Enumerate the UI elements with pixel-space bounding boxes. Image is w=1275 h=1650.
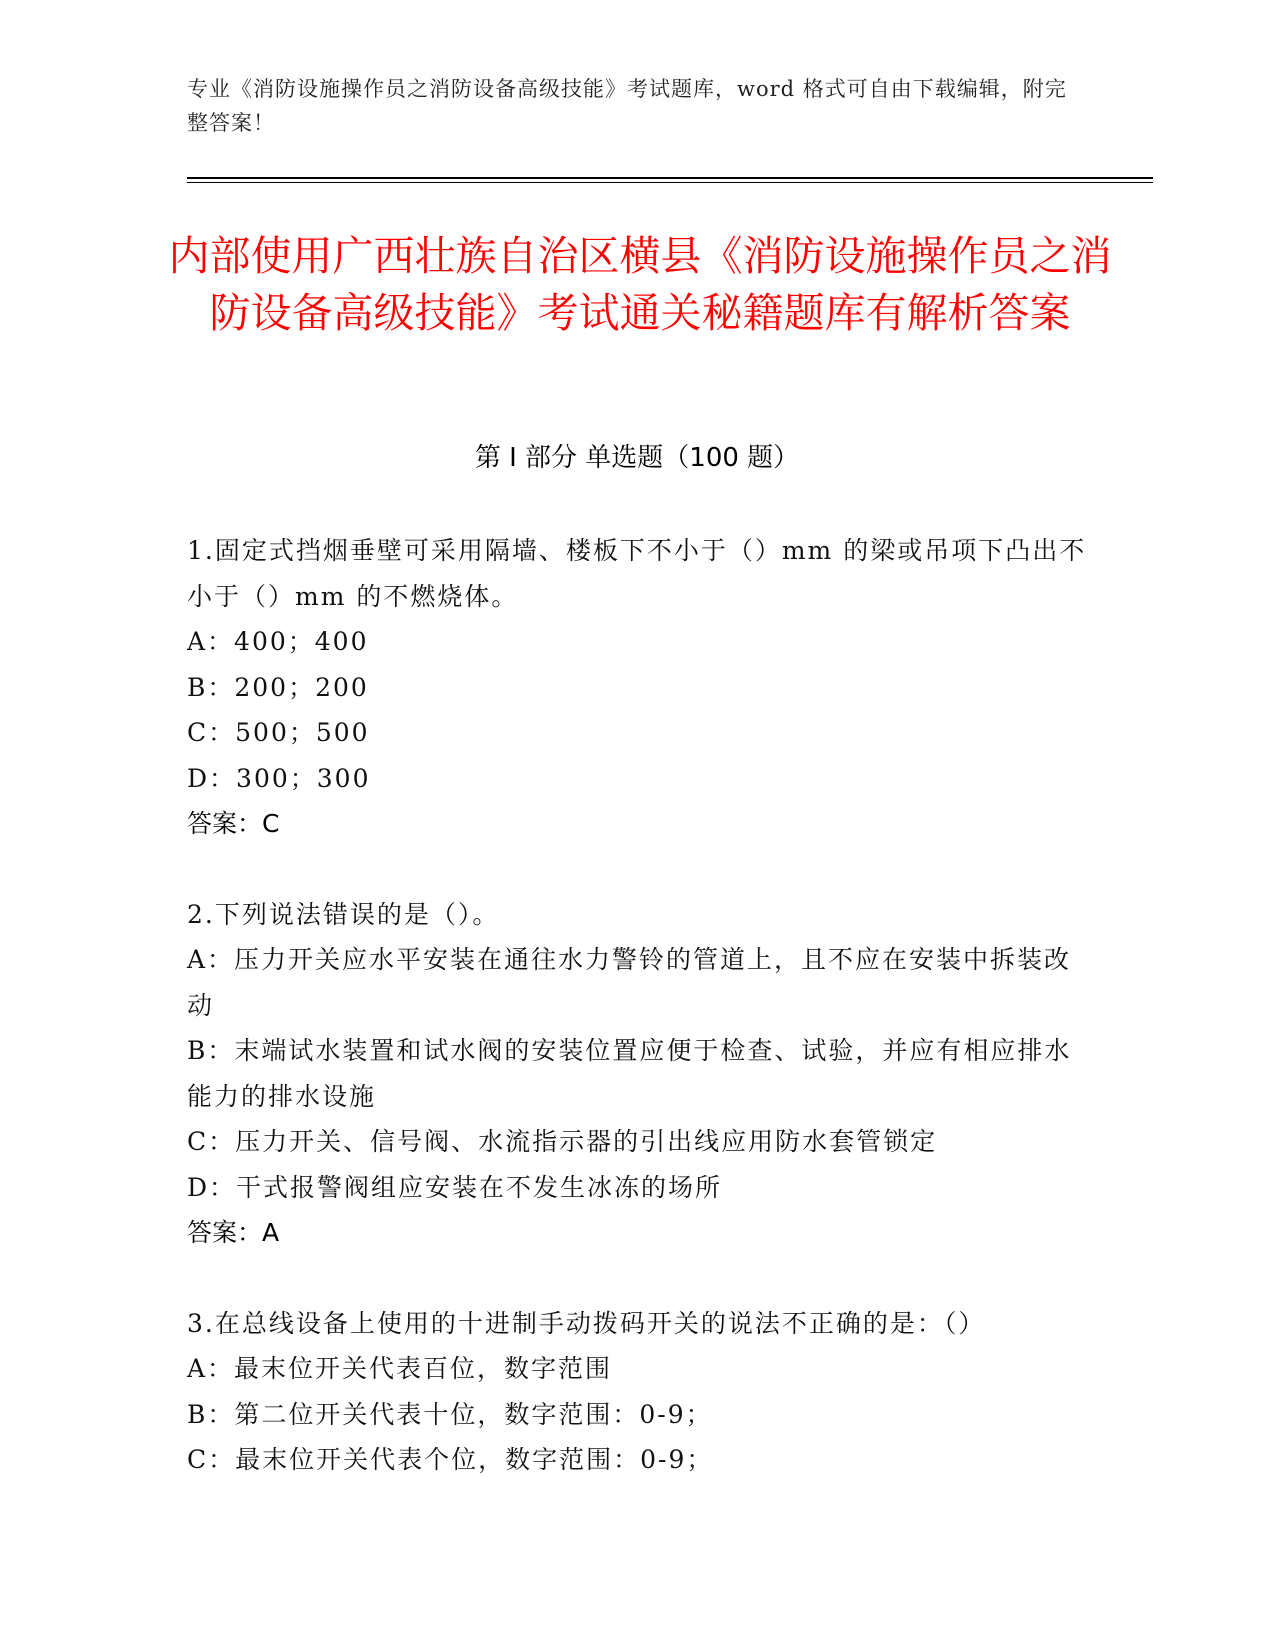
option-b: B：末端试水装置和试水阀的安装位置应便于检查、试验，并应有相应排水能力的排水设施 — [187, 1036, 1072, 1111]
option-a: A：压力开关应水平安装在通往水力警铃的管道上，且不应在安装中拆装改动 — [187, 945, 1072, 1020]
option-a: A：400；400 — [187, 627, 369, 656]
question-stem: 1.固定式挡烟垂壁可采用隔墙、楼板下不小于（）mm 的梁或吊项下凸出不小于（）mm 的不燃烧体。 — [187, 536, 1087, 611]
question-2 — [187, 892, 1087, 1256]
option-b: B：第二位开关代表十位，数字范围：0-9； — [187, 1399, 713, 1429]
question-spacer — [187, 1256, 1087, 1301]
question-list — [187, 528, 1087, 1483]
document-title: 内部使用广西壮族自治区横县《消防设施操作员之消防设备高级技能》考试通关秘籍题库有解析答案 — [168, 232, 1112, 337]
question-spacer — [187, 847, 1087, 892]
option-d: D：300；300 — [187, 763, 371, 793]
option-b: B：200；200 — [187, 672, 369, 702]
question-stem: 3.在总线设备上使用的十进制手动拨码开关的说法不正确的是：（） — [187, 1308, 986, 1338]
question-1 — [187, 528, 1087, 847]
option-c: C：压力开关、信号阀、水流指示器的引出线应用防水套管锁定 — [187, 1127, 938, 1156]
header-divider-thin — [187, 182, 1153, 183]
question-3 — [187, 1301, 1087, 1483]
option-d: D：干式报警阀组应安装在不发生冰冻的场所 — [187, 1172, 723, 1202]
header-note: 专业《消防设施操作员之消防设备高级技能》考试题库，word 格式可自由下载编辑，附完整答案！ — [187, 77, 1067, 135]
option-a: A：最末位开关代表百位，数字范围 — [187, 1354, 613, 1383]
answer: 答案：A — [187, 1218, 280, 1247]
section-heading: 第 I 部分 单选题（100 题） — [474, 443, 800, 473]
question-stem: 2.下列说法错误的是（）。 — [187, 899, 500, 929]
answer: 答案：C — [187, 809, 280, 838]
option-c: C：最末位开关代表个位，数字范围：0-9； — [187, 1445, 714, 1474]
option-c: C：500；500 — [187, 718, 370, 747]
header-divider-thick — [187, 177, 1153, 179]
